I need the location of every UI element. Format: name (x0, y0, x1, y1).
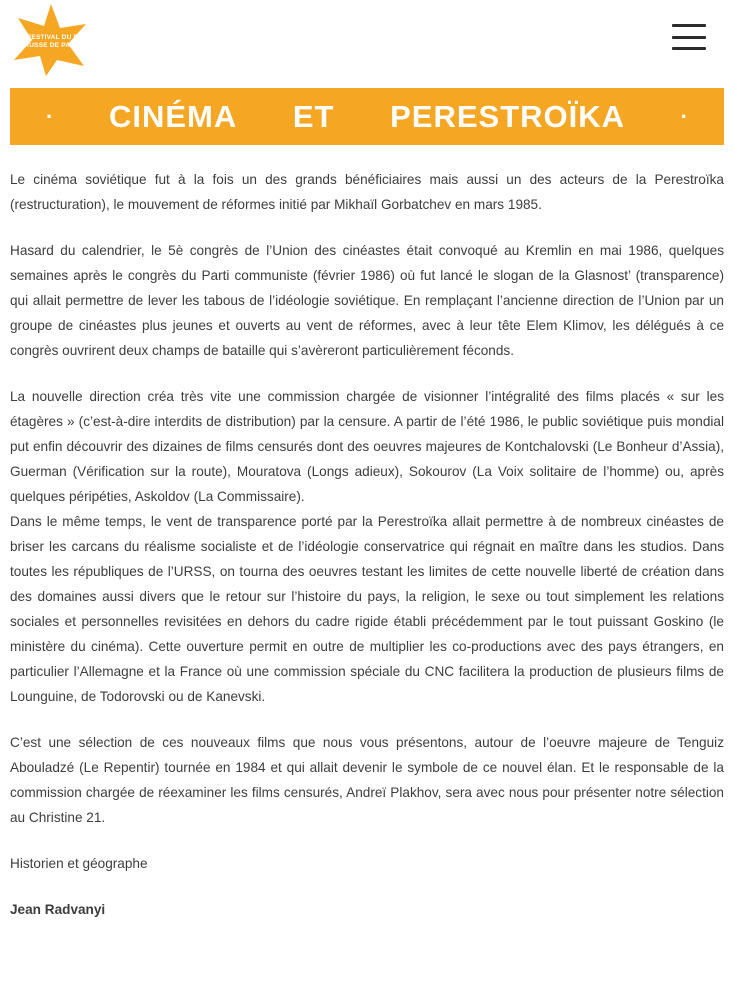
signature-name: Jean Radvanyi (10, 902, 106, 917)
title-word-cinema: CINÉMA (108, 98, 238, 134)
festival-logo[interactable] (10, 4, 92, 76)
title-word-perestroika: PERESTROÏKA (390, 98, 626, 134)
hamburger-menu-icon[interactable] (672, 24, 706, 50)
band-dot-left: · (46, 103, 54, 129)
logo-line-2: RUSSE DE PARIS (24, 42, 82, 49)
site-header (0, 0, 734, 88)
menu-bar-1 (672, 24, 706, 27)
menu-bar-2 (672, 36, 706, 39)
page-title-band (10, 88, 724, 145)
logo-text (16, 34, 90, 50)
logo-line-1: LE FESTIVAL DU FILM (16, 34, 90, 41)
paragraph-4: Dans le même temps, le vent de transparence porté par la Perestroïka allait permettre à de nombreux cinéastes de briser les carcans du réalisme socialiste et de l’idéologie conservatrice qui régnait en maître dans les studios. Dans toutes les républiques de l’URSS, on tourna des oeuvres testant les limites de cette nouvelle liberté de création dans des domaines aussi divers que le retour sur l’histoire du pays, la religion, le sexe ou tout simplement les relations sociales et personnelles revisitées en dehors du cadre rigide établi précédemment par le tout puissant Goskino (le ministère du cinéma). Cette ouverture permit en outre de multiplier les co-productions avec des pays étrangers, en particulier l’Allemagne et la France où une commission spéciale du CNC facilitera la production de plusieurs films de Lounguine, de Todorovski ou de Kanevski. (10, 514, 724, 704)
paragraph-3: La nouvelle direction créa très vite une commission chargée de visionner l’intégralité des films placés « sur les étagères » (c’est-à-dire interdits de distribution) par la censure. A partir de l’été 1986, le public soviétique puis mondial put enfin découvrir des dizaines de films censurés dont des oeuvres majeures de Kontchalovski (Le Bonheur d’Assia), Guerman (Vérification sur la route), Mouratova (Longs adieux), Sokourov (La Voix solitaire de l’homme) ou, après quelques péripéties, Askoldov (La Commissaire). (10, 389, 724, 504)
title-word-et: ET (292, 98, 335, 134)
paragraph-5: C’est une sélection de ces nouveaux films que nous vous présentons, autour de l’oeuvre majeure de Tenguiz Abouladzé (Le Repentir) tournée en 1984 et qui allait devenir le symbole de ce nouvel élan. Et le responsable de la commission chargée de réexaminer les films censurés, Andreï Plakhov, sera avec nous pour présenter notre sélection au Christine 21. (10, 735, 724, 825)
article-body (0, 167, 734, 922)
paragraph-1: Le cinéma soviétique fut à la fois un des grands bénéficiaires mais aussi un des acteurs de la Perestroïka (restructuration), le mouvement de réformes initié par Mikhaïl Gorbatchev en mars 1985. (10, 172, 724, 212)
paragraph-2: Hasard du calendrier, le 5è congrès de l’Union des cinéastes était convoqué au Kremlin en mai 1986, quelques semaines après le congrès du Parti communiste (février 1986) où fut lancé le slogan de la Glasnost’ (transparence) qui allait permettre de lever les tabous de l’idéologie soviétique. En remplaçant l’ancienne direction de l’Union par un groupe de cinéastes plus jeunes et ouverts au vent de réformes, avec à leur tête Elem Klimov, les délégués à ce congrès ouvrirent deux champs de bataille qui s’avèreront particulièrement féconds. (10, 243, 724, 358)
band-dot-right: · (680, 103, 688, 129)
menu-bar-3 (672, 47, 706, 50)
signature-role: Historien et géographe (10, 856, 148, 871)
